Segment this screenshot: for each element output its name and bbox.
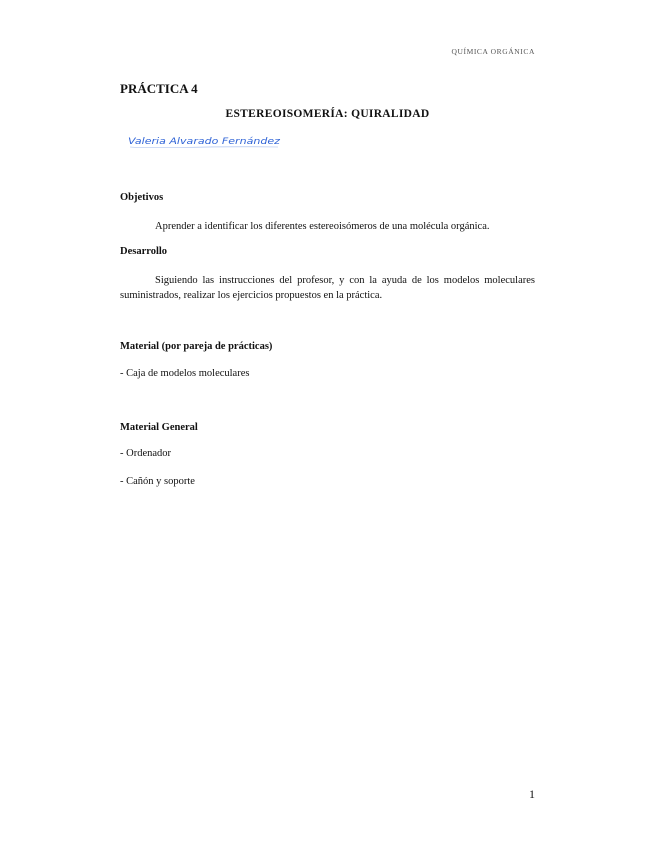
running-header: QUÍMICA ORGÁNICA <box>451 47 535 56</box>
material-pareja-heading: Material (por pareja de prácticas) <box>120 341 273 352</box>
practice-title: PRÁCTICA 4 <box>120 81 198 96</box>
material-general-item: - Ordenador <box>120 448 172 459</box>
page-number: 1 <box>529 787 535 801</box>
desarrollo-heading: Desarrollo <box>120 246 168 257</box>
document-title: ESTEREOISOMERÍA: QUIRALIDAD <box>225 108 430 120</box>
signature-text: Valeria Alvarado Fernández <box>128 137 281 147</box>
material-general-heading: Material General <box>120 422 198 433</box>
material-pareja-item: - Caja de modelos moleculares <box>120 368 250 379</box>
desarrollo-text: Siguiendo las instrucciones del profesor, y con la ayuda de los modelos moleculares suministrados, realizar los ejercicios propuestos en la práctica. <box>120 275 535 301</box>
material-general-item: - Cañón y soporte <box>120 476 195 487</box>
objetivos-text: Aprender a identificar los diferentes estereoisómeros de una molécula orgánica. <box>155 221 490 232</box>
handwritten-signature <box>128 131 298 156</box>
signature-image <box>128 131 298 151</box>
objetivos-heading: Objetivos <box>120 192 164 203</box>
